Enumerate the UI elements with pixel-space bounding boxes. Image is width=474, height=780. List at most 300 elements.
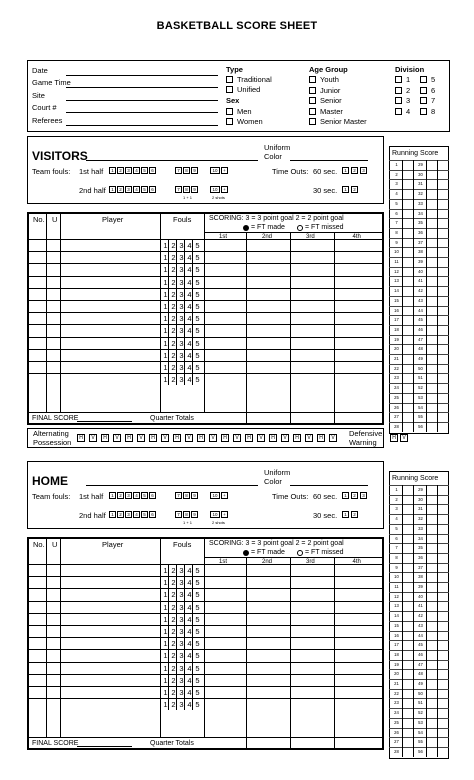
visitors-first-half-foul-box[interactable]: 7	[175, 167, 182, 174]
visitors-running-score-number[interactable]: 38	[418, 249, 423, 255]
info-field-line[interactable]	[66, 125, 218, 126]
home-player-foul-mark[interactable]: 5	[195, 639, 200, 649]
home-running-score-number[interactable]: 24	[394, 710, 399, 716]
visitors-player-foul-mark[interactable]: 1	[163, 253, 168, 263]
home-running-score-number[interactable]: 41	[418, 603, 423, 609]
home-player-foul-mark[interactable]: 3	[179, 578, 184, 588]
visitors-first-half-foul-box[interactable]: 8	[183, 167, 190, 174]
possession-box-cell[interactable]: V	[209, 434, 217, 442]
visitors-running-score-number[interactable]: 11	[394, 259, 399, 264]
home-player-foul-mark[interactable]: 3	[179, 675, 184, 685]
home-player-foul-mark[interactable]: 4	[187, 578, 192, 588]
possession-box-cell[interactable]: V	[113, 434, 121, 442]
visitors-running-score-number[interactable]: 24	[394, 385, 399, 391]
visitors-player-foul-mark[interactable]: 1	[163, 363, 168, 372]
visitors-player-foul-mark[interactable]: 4	[187, 265, 192, 275]
home-running-score-number[interactable]: 50	[418, 690, 423, 696]
possession-box-cell[interactable]: V	[305, 434, 313, 442]
visitors-first-half-foul-box[interactable]: 10	[210, 167, 220, 174]
home-second-half-foul-box[interactable]: 5	[141, 511, 148, 518]
home-running-score-number[interactable]: 46	[418, 651, 423, 657]
home-player-foul-mark[interactable]: 4	[187, 627, 192, 636]
home-player-foul-mark[interactable]: 5	[195, 675, 200, 685]
possession-box-cell[interactable]: H	[173, 434, 181, 442]
home-player-foul-mark[interactable]: 4	[187, 700, 192, 710]
home-second-half-foul-box[interactable]: 3	[125, 511, 132, 518]
visitors-player-foul-mark[interactable]: 4	[187, 277, 192, 287]
home-running-score-number[interactable]: 16	[394, 632, 399, 638]
possession-box-cell[interactable]: H	[245, 434, 253, 442]
home-running-score-number[interactable]: 43	[418, 622, 423, 628]
home-running-score-number[interactable]: 14	[394, 613, 399, 619]
visitors-player-foul-mark[interactable]: 3	[179, 253, 184, 263]
info-field-line[interactable]	[66, 87, 218, 88]
home-running-score-number[interactable]: 34	[418, 535, 423, 541]
home-running-score-number[interactable]: 42	[418, 613, 423, 619]
home-player-foul-mark[interactable]: 2	[171, 566, 176, 575]
visitors-player-foul-mark[interactable]: 3	[179, 277, 184, 287]
division-checkbox[interactable]	[395, 97, 402, 104]
home-player-foul-mark[interactable]: 4	[187, 688, 192, 697]
visitors-player-foul-mark[interactable]: 3	[179, 314, 184, 324]
home-player-foul-mark[interactable]: 2	[171, 578, 176, 588]
visitors-running-score-number[interactable]: 16	[394, 307, 399, 313]
visitors-running-score-number[interactable]: 22	[394, 365, 399, 371]
visitors-player-foul-mark[interactable]: 4	[187, 350, 192, 360]
home-running-score-number[interactable]: 39	[418, 584, 423, 589]
visitors-running-score-number[interactable]: 48	[418, 346, 423, 352]
visitors-timeout30-box[interactable]: 1	[342, 186, 349, 193]
visitors-running-score-number[interactable]: 18	[394, 326, 399, 332]
visitors-player-foul-mark[interactable]: 2	[171, 302, 176, 311]
visitors-player-foul-mark[interactable]: 4	[187, 338, 192, 348]
home-first-half-foul-box[interactable]: 10	[210, 492, 220, 499]
home-player-foul-mark[interactable]: 1	[163, 578, 168, 588]
home-color-line[interactable]	[290, 485, 368, 486]
home-second-half-foul-box[interactable]: 9	[191, 511, 198, 518]
visitors-running-score-number[interactable]: 45	[418, 317, 423, 323]
home-running-score-number[interactable]: 52	[418, 710, 423, 716]
info-field-line[interactable]	[66, 112, 218, 113]
visitors-player-foul-mark[interactable]: 3	[179, 289, 184, 299]
home-player-foul-mark[interactable]: 1	[163, 627, 168, 636]
home-second-half-foul-box[interactable]: 6	[149, 511, 156, 518]
visitors-running-score-number[interactable]: 43	[418, 297, 423, 303]
visitors-player-foul-mark[interactable]: 4	[187, 302, 192, 311]
possession-box-cell[interactable]: H	[77, 434, 85, 442]
home-running-score-number[interactable]: 3	[395, 506, 398, 512]
home-player-foul-mark[interactable]: 1	[163, 663, 168, 673]
visitors-running-score-number[interactable]: 55	[418, 414, 423, 420]
visitors-player-foul-mark[interactable]: 5	[195, 241, 200, 250]
home-running-score-number[interactable]: 13	[394, 603, 399, 609]
home-player-foul-mark[interactable]: 3	[179, 639, 184, 649]
home-running-score-number[interactable]: 7	[395, 545, 398, 551]
visitors-player-foul-mark[interactable]: 3	[179, 326, 184, 336]
home-first-half-foul-box[interactable]: +	[221, 492, 228, 499]
home-player-foul-mark[interactable]: 1	[163, 700, 168, 710]
visitors-running-score-number[interactable]: 52	[418, 385, 423, 391]
home-running-score-number[interactable]: 17	[394, 642, 399, 648]
division-checkbox[interactable]	[395, 108, 402, 115]
home-running-score-number[interactable]: 49	[418, 681, 423, 686]
visitors-running-score-number[interactable]: 6	[395, 210, 398, 216]
visitors-player-foul-mark[interactable]: 4	[187, 314, 192, 324]
visitors-running-score-number[interactable]: 56	[418, 423, 423, 429]
visitors-player-foul-mark[interactable]: 5	[195, 277, 200, 287]
visitors-running-score-number[interactable]: 7	[395, 220, 398, 226]
home-player-foul-mark[interactable]: 5	[195, 590, 200, 600]
possession-box-cell[interactable]: H	[101, 434, 109, 442]
visitors-player-foul-mark[interactable]: 3	[179, 350, 184, 360]
home-running-score-number[interactable]: 29	[418, 487, 423, 492]
home-player-foul-mark[interactable]: 5	[195, 602, 200, 612]
visitors-color-line[interactable]	[290, 160, 368, 161]
home-player-foul-mark[interactable]: 2	[171, 590, 176, 600]
visitors-player-foul-mark[interactable]: 5	[195, 265, 200, 275]
visitors-running-score-number[interactable]: 54	[418, 404, 423, 410]
home-player-foul-mark[interactable]: 5	[195, 614, 200, 624]
visitors-second-half-foul-box[interactable]: 5	[141, 186, 148, 193]
home-running-score-number[interactable]: 1	[395, 487, 398, 492]
division-checkbox[interactable]	[420, 97, 427, 104]
visitors-first-half-foul-box[interactable]: 2	[117, 167, 124, 174]
home-player-foul-mark[interactable]: 2	[171, 651, 176, 661]
home-player-foul-mark[interactable]: 3	[179, 590, 184, 600]
possession-box-cell[interactable]: H	[149, 434, 157, 442]
possession-box-cell[interactable]: H	[125, 434, 133, 442]
home-player-foul-mark[interactable]: 2	[171, 700, 176, 710]
home-player-foul-mark[interactable]: 4	[187, 590, 192, 600]
home-player-foul-mark[interactable]: 1	[163, 602, 168, 612]
home-timeout30-box[interactable]: 2	[351, 511, 358, 518]
visitors-team-name-line[interactable]	[86, 160, 258, 161]
possession-box-cell[interactable]: V	[281, 434, 289, 442]
home-running-score-number[interactable]: 21	[394, 681, 399, 686]
visitors-player-foul-mark[interactable]: 4	[187, 326, 192, 336]
home-running-score-number[interactable]: 53	[418, 719, 423, 725]
visitors-running-score-number[interactable]: 41	[418, 278, 423, 284]
home-player-foul-mark[interactable]: 1	[163, 614, 168, 624]
visitors-player-foul-mark[interactable]: 2	[171, 363, 176, 372]
home-timeout60-box[interactable]: 2	[351, 492, 358, 499]
visitors-running-score-number[interactable]: 15	[394, 297, 399, 303]
visitors-player-foul-mark[interactable]: 5	[195, 350, 200, 360]
home-running-score-number[interactable]: 23	[394, 700, 399, 706]
home-player-foul-mark[interactable]: 5	[195, 700, 200, 710]
visitors-second-half-foul-box[interactable]: +	[221, 186, 228, 193]
visitors-player-foul-mark[interactable]: 1	[163, 277, 168, 287]
possession-box-cell[interactable]: V	[185, 434, 193, 442]
visitors-running-score-number[interactable]: 14	[394, 288, 399, 294]
visitors-player-foul-mark[interactable]: 3	[179, 265, 184, 275]
visitors-running-score-number[interactable]: 5	[395, 200, 398, 206]
home-running-score-number[interactable]: 51	[418, 700, 423, 706]
home-timeout60-box[interactable]: 1	[342, 492, 349, 499]
visitors-player-foul-mark[interactable]: 3	[179, 363, 184, 372]
visitors-second-half-foul-box[interactable]: 1	[109, 186, 116, 193]
visitors-first-half-foul-box[interactable]: 9	[191, 167, 198, 174]
visitors-running-score-number[interactable]: 26	[394, 404, 399, 410]
home-player-foul-mark[interactable]: 3	[179, 663, 184, 673]
visitors-final-score-line[interactable]	[77, 421, 132, 422]
possession-box-cell[interactable]: H	[197, 434, 205, 442]
age-checkbox[interactable]	[309, 118, 316, 125]
home-player-foul-mark[interactable]: 1	[163, 651, 168, 661]
possession-box-cell[interactable]: V	[137, 434, 145, 442]
home-running-score-number[interactable]: 45	[418, 642, 423, 648]
visitors-running-score-number[interactable]: 21	[394, 356, 399, 361]
home-running-score-number[interactable]: 47	[418, 661, 423, 667]
visitors-player-foul-mark[interactable]: 5	[195, 363, 200, 372]
visitors-timeout60-box[interactable]: 3	[360, 167, 367, 174]
visitors-player-foul-mark[interactable]: 3	[179, 241, 184, 250]
possession-box-cell[interactable]: V	[329, 434, 337, 442]
visitors-player-foul-mark[interactable]: 4	[187, 241, 192, 250]
home-player-foul-mark[interactable]: 5	[195, 627, 200, 636]
home-first-half-foul-box[interactable]: 3	[125, 492, 132, 499]
home-timeout60-box[interactable]: 3	[360, 492, 367, 499]
visitors-player-foul-mark[interactable]: 1	[163, 375, 168, 385]
visitors-player-foul-mark[interactable]: 2	[171, 277, 176, 287]
home-running-score-number[interactable]: 5	[395, 525, 398, 531]
visitors-player-foul-mark[interactable]: 3	[179, 338, 184, 348]
visitors-player-foul-mark[interactable]: 2	[171, 289, 176, 299]
home-running-score-number[interactable]: 40	[418, 593, 423, 599]
warning-box-cell[interactable]: V	[400, 434, 408, 442]
home-running-score-number[interactable]: 19	[394, 661, 399, 667]
visitors-player-foul-mark[interactable]: 2	[171, 253, 176, 263]
home-running-score-number[interactable]: 54	[418, 729, 423, 735]
visitors-player-foul-mark[interactable]: 5	[195, 338, 200, 348]
age-checkbox[interactable]	[309, 87, 316, 94]
division-checkbox[interactable]	[420, 87, 427, 94]
visitors-player-foul-mark[interactable]: 4	[187, 363, 192, 372]
visitors-first-half-foul-box[interactable]: 4	[133, 167, 140, 174]
home-player-foul-mark[interactable]: 2	[171, 614, 176, 624]
possession-box-cell[interactable]: V	[233, 434, 241, 442]
home-running-score-number[interactable]: 9	[395, 564, 398, 570]
warning-box-cell[interactable]: H	[390, 434, 398, 442]
division-checkbox[interactable]	[395, 76, 402, 83]
visitors-running-score-number[interactable]: 17	[394, 317, 399, 323]
home-running-score-number[interactable]: 6	[395, 535, 398, 541]
visitors-running-score-number[interactable]: 25	[394, 394, 399, 400]
type-checkbox[interactable]	[226, 76, 233, 83]
home-player-foul-mark[interactable]: 2	[171, 675, 176, 685]
home-player-foul-mark[interactable]: 3	[179, 651, 184, 661]
home-second-half-foul-box[interactable]: 1	[109, 511, 116, 518]
visitors-running-score-number[interactable]: 40	[418, 268, 423, 274]
visitors-player-foul-mark[interactable]: 5	[195, 326, 200, 336]
home-player-foul-mark[interactable]: 1	[163, 675, 168, 685]
home-second-half-foul-box[interactable]: 2	[117, 511, 124, 518]
visitors-second-half-foul-box[interactable]: 4	[133, 186, 140, 193]
visitors-player-foul-mark[interactable]: 5	[195, 302, 200, 311]
home-player-foul-mark[interactable]: 4	[187, 651, 192, 661]
home-final-score-line[interactable]	[77, 746, 132, 747]
visitors-running-score-number[interactable]: 34	[418, 210, 423, 216]
visitors-running-score-number[interactable]: 32	[418, 191, 423, 197]
home-running-score-number[interactable]: 11	[394, 584, 399, 589]
home-second-half-foul-box[interactable]: 8	[183, 511, 190, 518]
visitors-running-score-number[interactable]: 29	[418, 162, 423, 167]
home-player-foul-mark[interactable]: 3	[179, 627, 184, 636]
home-player-foul-mark[interactable]: 1	[163, 688, 168, 697]
home-player-foul-mark[interactable]: 2	[171, 639, 176, 649]
home-player-foul-mark[interactable]: 3	[179, 602, 184, 612]
home-running-score-number[interactable]: 18	[394, 651, 399, 657]
home-running-score-number[interactable]: 26	[394, 729, 399, 735]
visitors-player-foul-mark[interactable]: 1	[163, 338, 168, 348]
home-running-score-number[interactable]: 44	[418, 632, 423, 638]
visitors-running-score-number[interactable]: 30	[418, 171, 423, 177]
home-running-score-number[interactable]: 2	[395, 496, 398, 502]
home-running-score-number[interactable]: 10	[394, 574, 399, 580]
visitors-running-score-number[interactable]: 31	[418, 181, 423, 187]
visitors-player-foul-mark[interactable]: 1	[163, 302, 168, 311]
visitors-running-score-number[interactable]: 27	[394, 414, 399, 420]
home-running-score-number[interactable]: 55	[418, 739, 423, 745]
home-running-score-number[interactable]: 4	[395, 516, 398, 522]
visitors-player-foul-mark[interactable]: 1	[163, 314, 168, 324]
home-player-foul-mark[interactable]: 4	[187, 663, 192, 673]
home-player-foul-mark[interactable]: 5	[195, 651, 200, 661]
home-running-score-number[interactable]: 28	[394, 748, 399, 754]
home-running-score-number[interactable]: 56	[418, 748, 423, 754]
home-timeout30-box[interactable]: 1	[342, 511, 349, 518]
home-second-half-foul-box[interactable]: 10	[210, 511, 220, 518]
visitors-player-foul-mark[interactable]: 5	[195, 253, 200, 263]
home-running-score-number[interactable]: 12	[394, 593, 399, 599]
home-player-foul-mark[interactable]: 3	[179, 688, 184, 697]
visitors-first-half-foul-box[interactable]: +	[221, 167, 228, 174]
home-running-score-number[interactable]: 22	[394, 690, 399, 696]
visitors-timeout30-box[interactable]: 2	[351, 186, 358, 193]
visitors-player-foul-mark[interactable]: 5	[195, 375, 200, 385]
home-player-foul-mark[interactable]: 5	[195, 578, 200, 588]
visitors-running-score-number[interactable]: 12	[394, 268, 399, 274]
home-player-foul-mark[interactable]: 4	[187, 566, 192, 575]
visitors-first-half-foul-box[interactable]: 6	[149, 167, 156, 174]
visitors-running-score-number[interactable]: 8	[395, 229, 398, 235]
visitors-running-score-number[interactable]: 28	[394, 423, 399, 429]
home-running-score-number[interactable]: 30	[418, 496, 423, 502]
division-checkbox[interactable]	[395, 87, 402, 94]
home-first-half-foul-box[interactable]: 7	[175, 492, 182, 499]
home-running-score-number[interactable]: 32	[418, 516, 423, 522]
visitors-player-foul-mark[interactable]: 3	[179, 302, 184, 311]
home-player-foul-mark[interactable]: 5	[195, 663, 200, 673]
visitors-running-score-number[interactable]: 2	[395, 171, 398, 177]
info-field-line[interactable]	[66, 75, 218, 76]
visitors-running-score-number[interactable]: 9	[395, 239, 398, 245]
visitors-running-score-number[interactable]: 20	[394, 346, 399, 352]
home-running-score-number[interactable]: 8	[395, 554, 398, 560]
visitors-player-foul-mark[interactable]: 4	[187, 253, 192, 263]
visitors-player-foul-mark[interactable]: 2	[171, 241, 176, 250]
home-running-score-number[interactable]: 25	[394, 719, 399, 725]
visitors-running-score-number[interactable]: 42	[418, 288, 423, 294]
visitors-running-score-number[interactable]: 35	[418, 220, 423, 226]
visitors-running-score-number[interactable]: 33	[418, 200, 423, 206]
division-checkbox[interactable]	[420, 108, 427, 115]
home-running-score-number[interactable]: 37	[418, 564, 423, 570]
visitors-running-score-number[interactable]: 50	[418, 365, 423, 371]
home-first-half-foul-box[interactable]: 2	[117, 492, 124, 499]
visitors-player-foul-mark[interactable]: 1	[163, 350, 168, 360]
home-player-foul-mark[interactable]: 3	[179, 566, 184, 575]
visitors-running-score-number[interactable]: 51	[418, 375, 423, 381]
visitors-timeout60-box[interactable]: 1	[342, 167, 349, 174]
home-running-score-number[interactable]: 48	[418, 671, 423, 677]
home-player-foul-mark[interactable]: 4	[187, 614, 192, 624]
visitors-running-score-number[interactable]: 49	[418, 356, 423, 361]
visitors-running-score-number[interactable]: 10	[394, 249, 399, 255]
visitors-player-foul-mark[interactable]: 4	[187, 289, 192, 299]
home-player-foul-mark[interactable]: 1	[163, 590, 168, 600]
visitors-second-half-foul-box[interactable]: 8	[183, 186, 190, 193]
visitors-player-foul-mark[interactable]: 2	[171, 314, 176, 324]
home-player-foul-mark[interactable]: 4	[187, 602, 192, 612]
possession-box-cell[interactable]: H	[293, 434, 301, 442]
age-checkbox[interactable]	[309, 76, 316, 83]
home-player-foul-mark[interactable]: 5	[195, 688, 200, 697]
visitors-player-foul-mark[interactable]: 5	[195, 314, 200, 324]
home-second-half-foul-box[interactable]: 7	[175, 511, 182, 518]
visitors-running-score-number[interactable]: 47	[418, 336, 423, 342]
visitors-running-score-number[interactable]: 44	[418, 307, 423, 313]
possession-box-cell[interactable]: V	[257, 434, 265, 442]
visitors-player-foul-mark[interactable]: 3	[179, 375, 184, 385]
home-player-foul-mark[interactable]: 2	[171, 627, 176, 636]
visitors-running-score-number[interactable]: 4	[395, 191, 398, 197]
home-player-foul-mark[interactable]: 1	[163, 639, 168, 649]
home-first-half-foul-box[interactable]: 9	[191, 492, 198, 499]
possession-box-cell[interactable]: H	[269, 434, 277, 442]
visitors-second-half-foul-box[interactable]: 3	[125, 186, 132, 193]
possession-box-cell[interactable]: V	[161, 434, 169, 442]
visitors-player-foul-mark[interactable]: 1	[163, 241, 168, 250]
home-running-score-number[interactable]: 31	[418, 506, 423, 512]
home-player-foul-mark[interactable]: 4	[187, 675, 192, 685]
visitors-running-score-number[interactable]: 53	[418, 394, 423, 400]
visitors-running-score-number[interactable]: 3	[395, 181, 398, 187]
visitors-first-half-foul-box[interactable]: 3	[125, 167, 132, 174]
possession-box-cell[interactable]: V	[89, 434, 97, 442]
visitors-player-foul-mark[interactable]: 2	[171, 375, 176, 385]
visitors-second-half-foul-box[interactable]: 2	[117, 186, 124, 193]
home-second-half-foul-box[interactable]: 4	[133, 511, 140, 518]
home-first-half-foul-box[interactable]: 5	[141, 492, 148, 499]
home-running-score-number[interactable]: 20	[394, 671, 399, 677]
home-player-foul-mark[interactable]: 1	[163, 566, 168, 575]
info-field-line[interactable]	[66, 100, 218, 101]
visitors-player-foul-mark[interactable]: 4	[187, 375, 192, 385]
visitors-player-foul-mark[interactable]: 2	[171, 326, 176, 336]
home-running-score-number[interactable]: 15	[394, 622, 399, 628]
home-player-foul-mark[interactable]: 5	[195, 566, 200, 575]
visitors-second-half-foul-box[interactable]: 6	[149, 186, 156, 193]
home-first-half-foul-box[interactable]: 8	[183, 492, 190, 499]
visitors-first-half-foul-box[interactable]: 1	[109, 167, 116, 174]
home-first-half-foul-box[interactable]: 1	[109, 492, 116, 499]
visitors-running-score-number[interactable]: 39	[418, 259, 423, 264]
visitors-running-score-number[interactable]: 13	[394, 278, 399, 284]
visitors-running-score-number[interactable]: 19	[394, 336, 399, 342]
home-running-score-number[interactable]: 27	[394, 739, 399, 745]
home-player-foul-mark[interactable]: 3	[179, 614, 184, 624]
